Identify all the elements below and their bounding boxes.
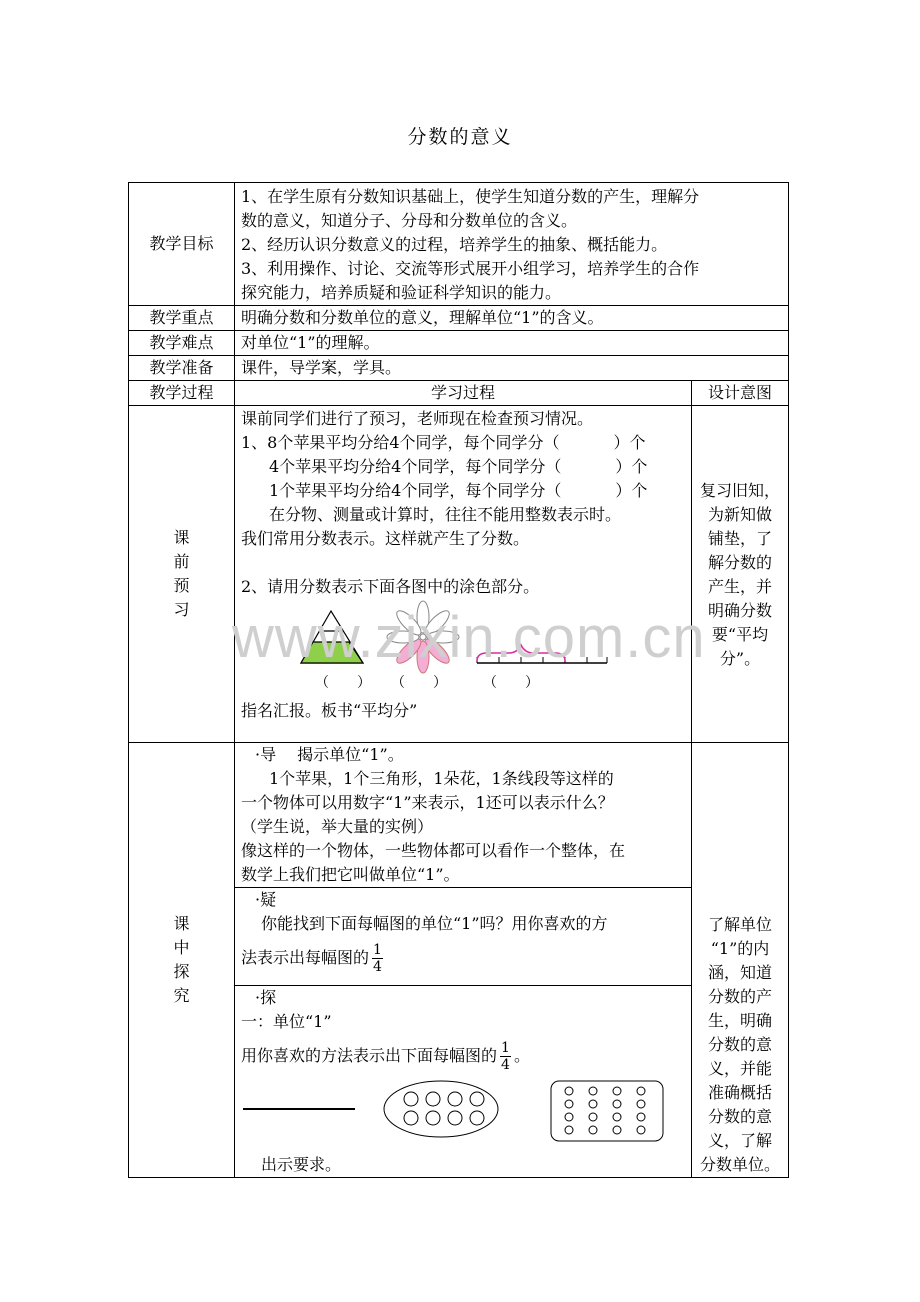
answer-blank-flower: （ ）	[391, 675, 447, 691]
show-requirement: 出示要求。	[261, 1155, 342, 1174]
goal-line: 1、在学生原有分数知识基础上，使学生知道分数的产生，理解分	[241, 187, 700, 206]
apple-ellipse	[384, 1081, 498, 1137]
goal-line: 数的意义，知道分子、分母和分数单位的含义。	[241, 211, 578, 230]
watermark: www.zixin.com.cn	[232, 605, 706, 670]
goal-line: 2、经历认识分数意义的过程，培养学生的抽象、概括能力。	[241, 235, 668, 254]
row-process-header	[129, 381, 789, 406]
label-explore: 课 中 探 究	[129, 743, 235, 1178]
explore-design-intent: 了解单位 “1”的内 涵，知道 分数的产 生，明确 分数的意 义，并能 准确概括 分数的意 义，了解 分数单位。	[692, 743, 789, 1178]
question-1-line: 4个苹果平均分给4个同学，每个同学分（ ）个	[269, 457, 648, 476]
label-difficulty: 教学难点	[129, 331, 235, 356]
label-preview: 课 前 预 习	[129, 406, 235, 743]
goal-line: 3、利用操作、讨论、交流等形式展开小组学习，培养学生的合作	[241, 259, 700, 278]
question-2: 2、请用分数表示下面各图中的涂色部分。	[241, 577, 540, 596]
row-preview	[129, 406, 789, 743]
lesson-plan-table	[128, 182, 789, 1178]
label-process: 教学过程	[129, 381, 235, 406]
page-title: 分数的意义	[407, 126, 513, 148]
row-preparation	[129, 356, 789, 381]
row-difficulty	[129, 331, 789, 356]
header-learning-process: 学习过程	[235, 381, 692, 406]
row-teaching-goal	[129, 183, 789, 306]
answer-blank-triangle: （ ）	[315, 675, 371, 691]
question-1-line: 1个苹果平均分给4个同学，每个同学分（ ）个	[269, 481, 648, 500]
label-preparation: 教学准备	[129, 356, 235, 381]
doubt-section: ·疑 你能找到下面每幅图的单位“1”吗？用你喜欢的方 法表示出每幅图的 $\frac{1}{4}$	[235, 888, 691, 986]
question-1-line: 1、8个苹果平均分给4个同学，每个同学分（ ）个	[241, 433, 646, 452]
teaching-goal-content	[235, 183, 789, 306]
probe-section: ·探 一：单位“1” 用你喜欢的方法表示出下面每幅图的 $\frac{1}{4}$ 。 出示要求。	[235, 986, 691, 1177]
difficulty-content: 对单位“1”的理解。	[235, 331, 789, 356]
preview-content	[235, 406, 692, 743]
label-teaching-goal: 教学目标	[129, 183, 235, 306]
explore-content	[235, 743, 692, 1178]
preview-intro: 课前同学们进行了预习，老师现在检查预习情况。	[241, 409, 594, 428]
goal-line: 探究能力，培养质疑和验证科学知识的能力。	[241, 283, 562, 302]
preview-design-intent: 复习旧知， 为新知做 铺垫，了 解分数的 产生，并 明确分数 要“平均 分”。	[692, 406, 789, 743]
preparation-content: 课件，导学案，学具。	[235, 356, 789, 381]
guide-section: ·导 揭示单位“1”。 1个苹果，1个三角形，1朵花，1条线段等这样的 一个物体可以用数字“1”来表示，1还可以表示什么？ （学生说，举大量的实例） 像这样的一个物体，一些物体都可以看作一个整体，在 数学上我们把它叫做单位“1”。	[235, 743, 691, 888]
row-explore	[129, 743, 789, 1178]
note-line: 在分物、测量或计算时，往往不能用整数表示时。	[269, 505, 622, 524]
report-line: 指名汇报。板书“平均分”	[241, 701, 418, 720]
answer-blank-segment: （ ）	[483, 675, 539, 691]
header-design-intent: 设计意图	[692, 381, 789, 406]
probe-figures	[241, 1073, 685, 1153]
key-point-content: 明确分数和分数单位的意义，理解单位“1”的含义。	[235, 306, 789, 331]
note-line: 我们常用分数表示。这样就产生了分数。	[241, 529, 530, 548]
dot-grid-box	[551, 1081, 663, 1141]
label-key-point: 教学重点	[129, 306, 235, 331]
row-key-point	[129, 306, 789, 331]
fraction-one-quarter: $\frac{1}{4}$	[373, 942, 382, 975]
